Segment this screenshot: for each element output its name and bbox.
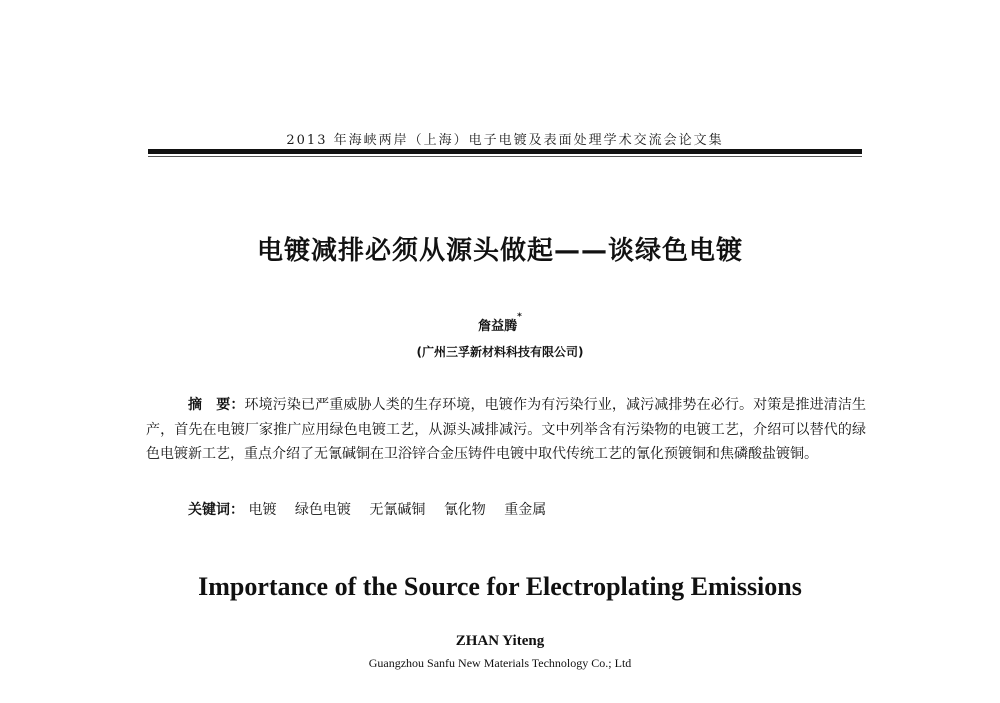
affiliation-english: Guangzhou Sanfu New Materials Technology Co.; Ltd [368,656,632,670]
running-header: 2013 年海峡两岸（上海）电子电镀及表面处理学术交流会论文集 [286,133,724,148]
keyword: 绿色电镀 [294,502,351,518]
abstract-label: 摘 要： [188,397,245,413]
author-name-chinese [0,312,1000,334]
affiliation-chinese: (广州三孚新材料科技有限公司) [416,345,584,359]
keyword: 无氰碱铜 [369,502,426,518]
author-name: 詹益腾 [478,319,518,334]
keywords-label: 关键词： [188,502,244,518]
author-name-english: ZHAN Yiteng [455,633,545,649]
keyword: 电镀 [248,502,277,518]
abstract-text: 环境污染已严重威胁人类的生存环境，电镀作为有污染行业，减污减排势在必行。对策是推进清洁生产，首先在电镀厂家推广应用绿色电镀工艺，从源头减排减污。文中列举含有污染物的电镀工艺，介绍可以替代的绿色电镀新工艺，重点介绍了无氰碱铜在卫浴锌合金压铸件电镀中取代传统工艺的氰化预镀铜和焦磷酸盐镀铜。 [146,397,867,462]
header-rule-thick [148,149,862,154]
header-rule-thin [148,156,862,157]
keyword: 氰化物 [443,502,486,518]
abstract-chinese [146,393,866,467]
keyword: 重金属 [504,502,547,518]
paper-title-english: Importance of the Source for Electroplating Emissions [198,572,802,601]
author-footnote-mark: * [517,312,522,322]
keywords-chinese [188,499,560,519]
paper-title-chinese: 电镀减排必须从源头做起——谈绿色电镀 [256,236,743,266]
